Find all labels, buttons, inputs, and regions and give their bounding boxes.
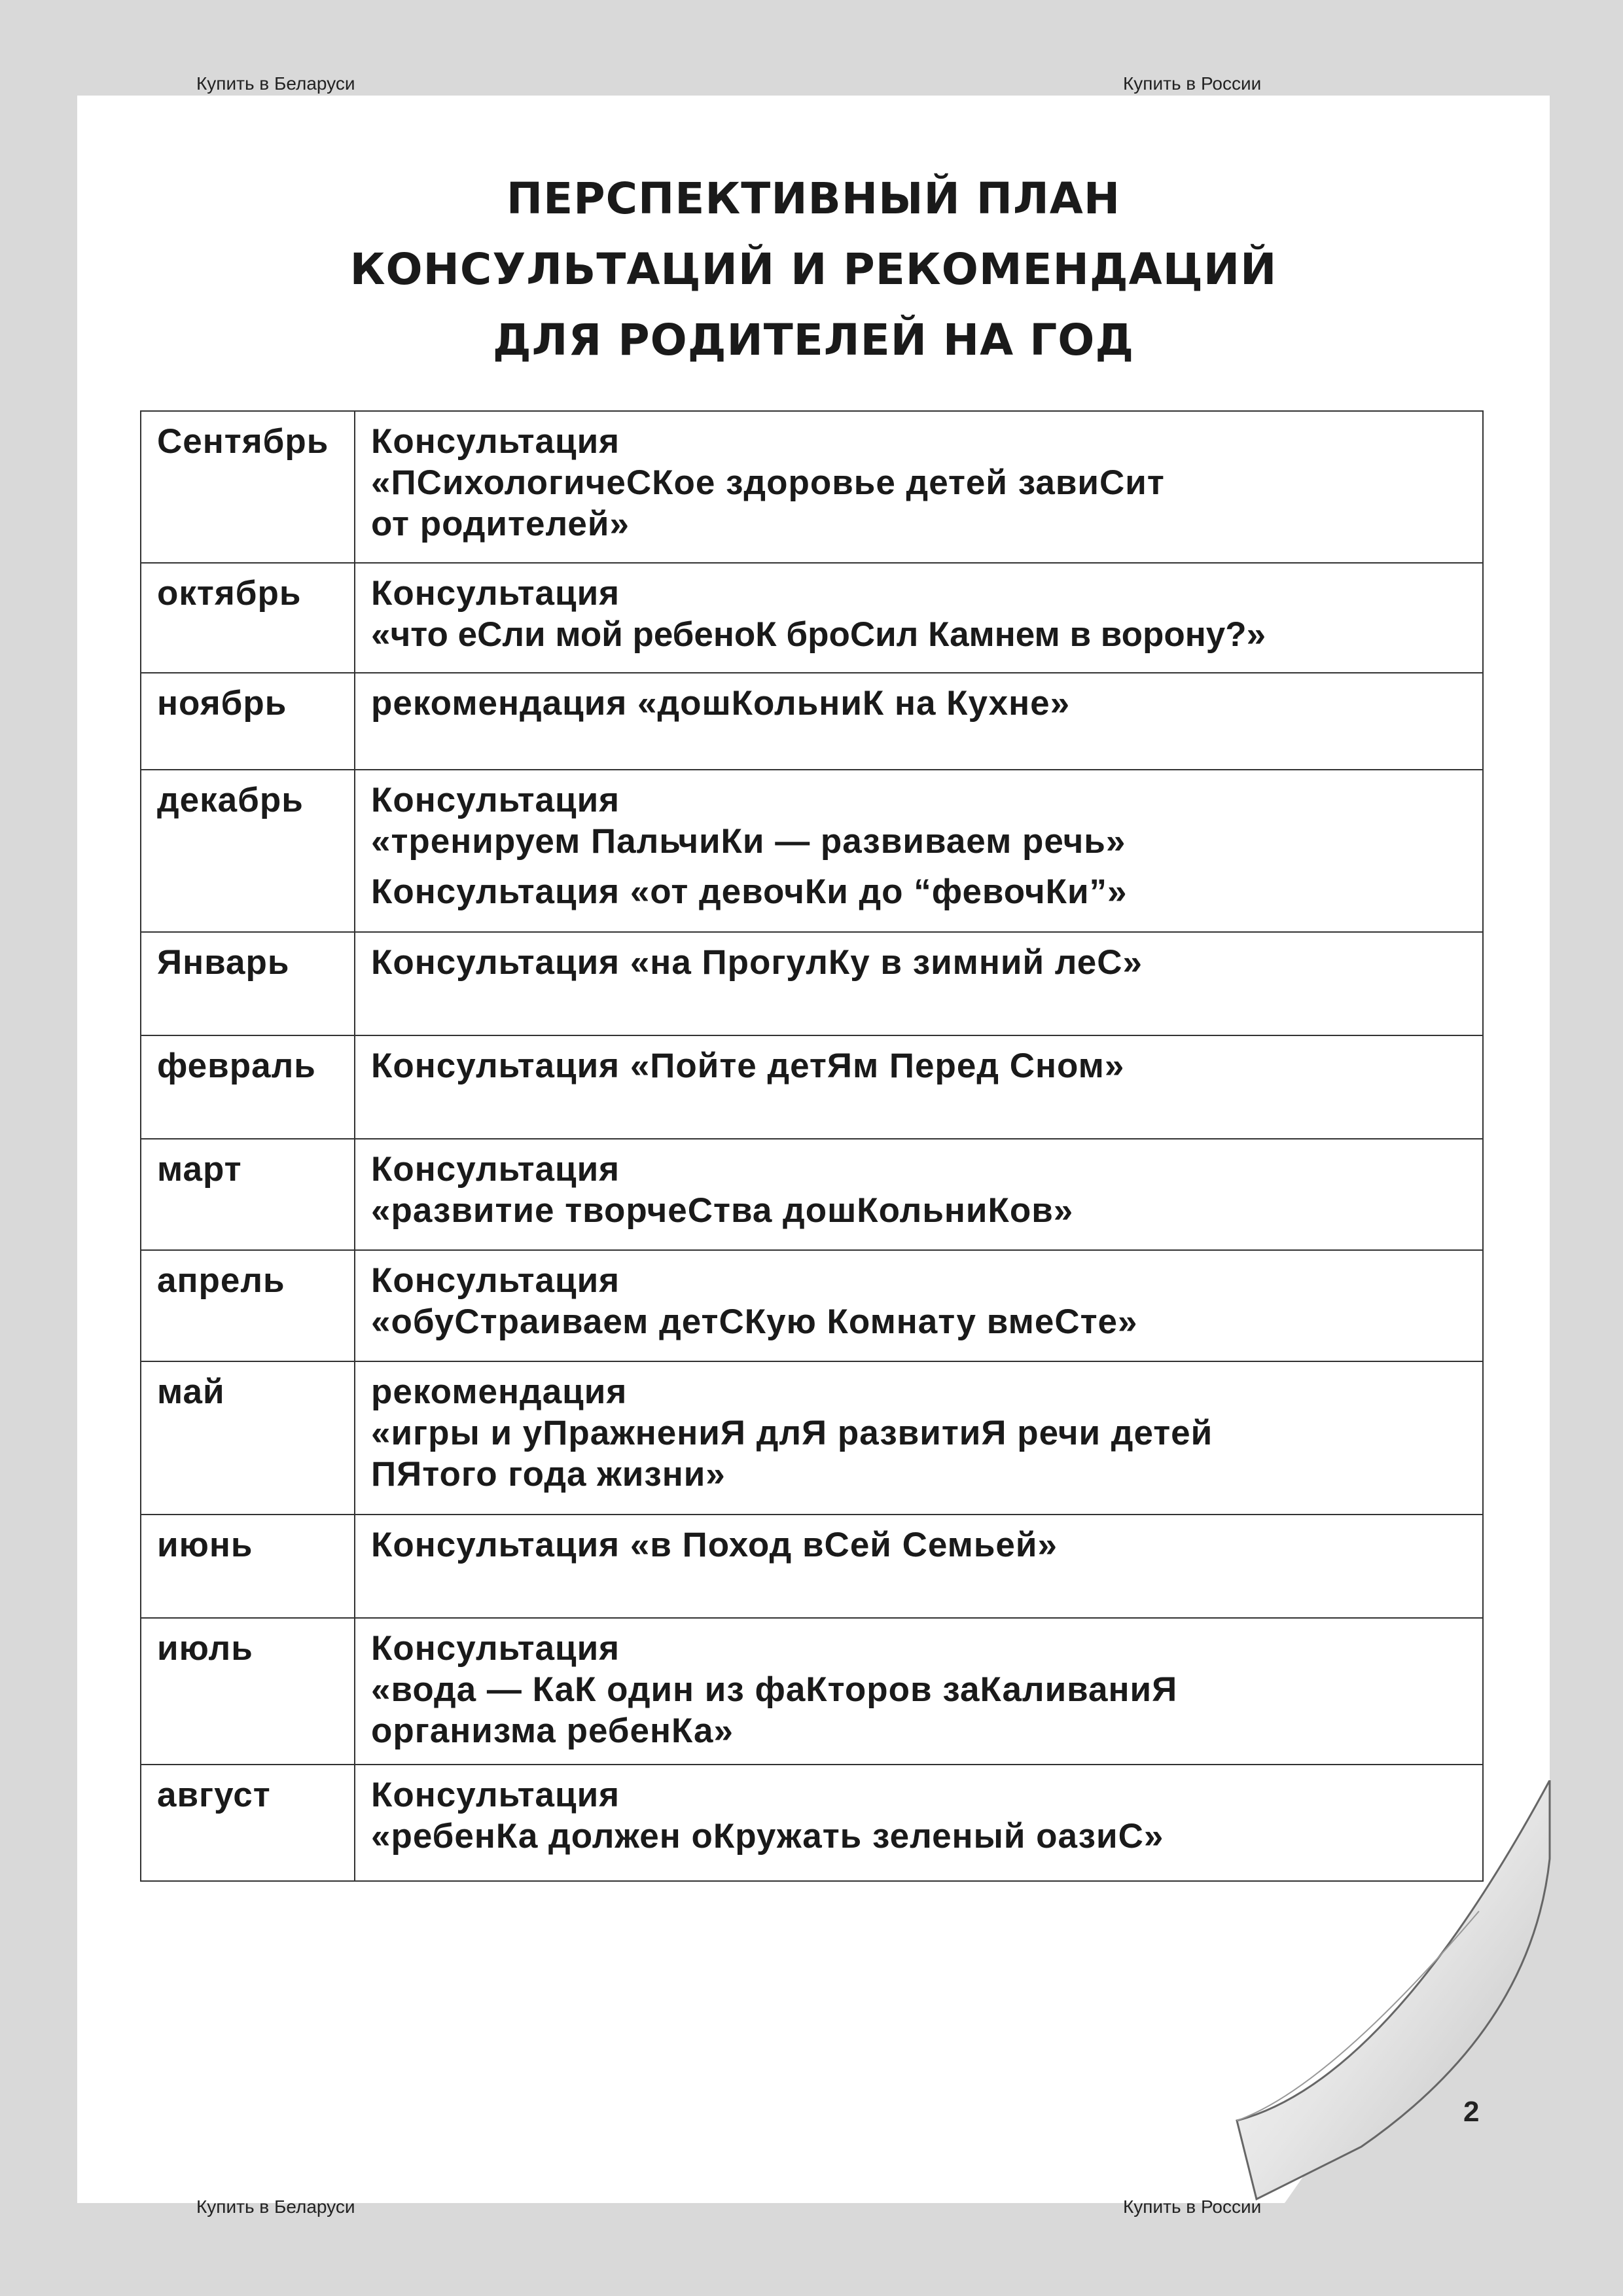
content-line: рекомендация «дошКольниК на Кухне»: [371, 684, 1071, 723]
content-line: Консультация «в Поход вСей Семьей»: [371, 1526, 1058, 1564]
month-cell: декабрь: [141, 770, 355, 932]
content-line: Консультация: [371, 1150, 620, 1189]
content-line: Консультация: [371, 574, 620, 613]
table-row: [141, 563, 1483, 673]
content-line: Консультация: [371, 422, 620, 461]
content-line: «что еСли мой ребеноК броСил Камнем в ворону?»: [371, 615, 1266, 654]
footer-left-note: Купить в Беларуси: [196, 2197, 355, 2217]
month-cell: февраль: [141, 1035, 355, 1139]
table-row: [141, 932, 1483, 1035]
content-cell: [355, 932, 1483, 1035]
header-left-note: Купить в Беларуси: [196, 73, 355, 94]
content-line: Консультация: [371, 1776, 620, 1814]
month-cell: Сентябрь: [141, 411, 355, 563]
content-line: «развитие творчеСтва дошКольниКов»: [371, 1191, 1074, 1230]
content-cell: [355, 1515, 1483, 1618]
footer-bar: [0, 2197, 1623, 2236]
title-line-1: ПЕРСПЕКТИВНЫЙ ПЛАН: [506, 173, 1121, 224]
month-cell: октябрь: [141, 563, 355, 673]
table-row: [141, 1035, 1483, 1139]
content-line: Консультация «от девочКи до “февочКи”»: [371, 872, 1128, 911]
table-row: [141, 1361, 1483, 1515]
month-cell: май: [141, 1361, 355, 1515]
month-cell: Январь: [141, 932, 355, 1035]
content-line: Консультация: [371, 1629, 620, 1668]
content-line: «обуСтраиваем детСКую Комнату вмеСте»: [371, 1302, 1138, 1341]
content-cell: [355, 770, 1483, 932]
table-row: [141, 1250, 1483, 1361]
content-cell: [355, 1361, 1483, 1515]
content-cell: [355, 1765, 1483, 1881]
content-line: Консультация: [371, 781, 620, 819]
plan-table: [140, 410, 1484, 1882]
table-row: [141, 411, 1483, 563]
content-cell: [355, 411, 1483, 563]
table-row: [141, 1515, 1483, 1618]
content-line: от родителей»: [371, 505, 630, 543]
header-right-note: Купить в России: [1123, 73, 1262, 94]
content-cell: [355, 1250, 1483, 1361]
content-cell: [355, 1035, 1483, 1139]
content-line: Консультация «Пойте детЯм Перед Сном»: [371, 1047, 1125, 1085]
content-line: Консультация «на ПрогулКу в зимний леС»: [371, 943, 1143, 982]
content-line: «ПСихологичеСКое здоровье детей завиСит: [371, 463, 1165, 502]
month-cell: июнь: [141, 1515, 355, 1618]
table-row: [141, 1139, 1483, 1250]
page-number: 2: [1463, 2096, 1480, 2128]
content-cell: [355, 563, 1483, 673]
month-cell: ноябрь: [141, 673, 355, 770]
content-line: «игры и уПражнениЯ длЯ развитиЯ речи детей: [371, 1414, 1213, 1452]
content-line: «тренируем ПальчиКи — развиваем речь»: [371, 822, 1126, 861]
content-line: Консультация: [371, 1261, 620, 1300]
content-cell: [355, 1618, 1483, 1765]
content-line: «вода — КаК один из фаКторов заКаливаниЯ: [371, 1670, 1178, 1709]
content-line: «ребенКа должен оКружать зеленый оазиС»: [371, 1817, 1164, 1856]
month-cell: март: [141, 1139, 355, 1250]
content-line: организма ребенКа»: [371, 1712, 734, 1750]
footer-right-note: Купить в России: [1123, 2197, 1262, 2217]
table-row: [141, 1765, 1483, 1881]
title-line-2: КОНСУЛЬТАЦИЙ И РЕКОМЕНДАЦИЙ: [349, 244, 1277, 295]
content-cell: [355, 673, 1483, 770]
page-title: [77, 164, 1550, 376]
month-cell: апрель: [141, 1250, 355, 1361]
content-line: ПЯтого года жизни»: [371, 1455, 726, 1494]
month-cell: август: [141, 1765, 355, 1881]
table-row: [141, 1618, 1483, 1765]
content-cell: [355, 1139, 1483, 1250]
table-row: [141, 673, 1483, 770]
month-cell: июль: [141, 1618, 355, 1765]
table-row: [141, 770, 1483, 932]
title-line-3: ДЛЯ РОДИТЕЛЕЙ НА ГОД: [492, 315, 1135, 365]
content-line: рекомендация: [371, 1372, 628, 1411]
